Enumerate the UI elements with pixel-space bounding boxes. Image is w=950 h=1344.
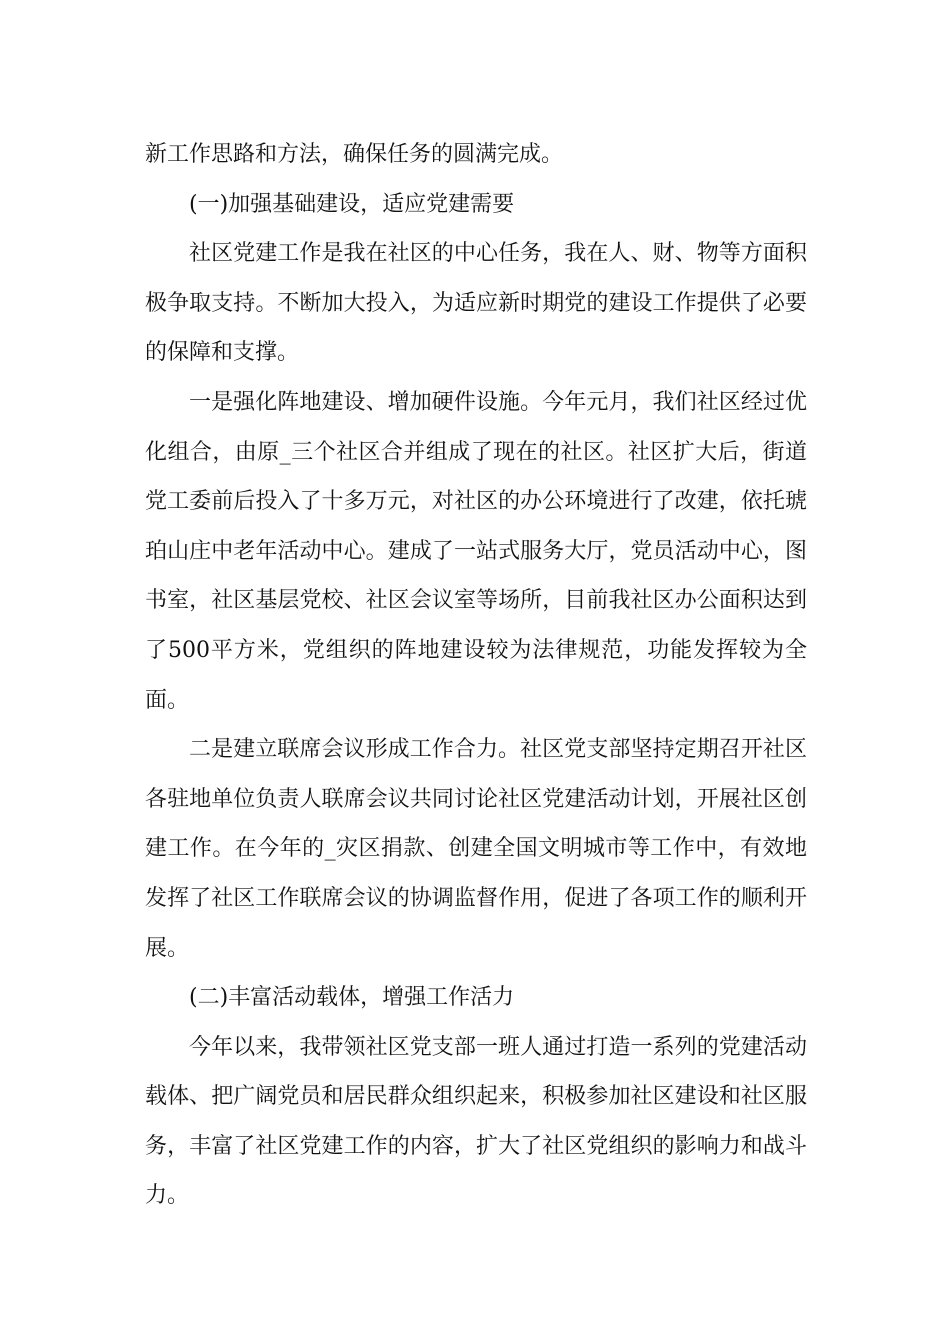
paragraph: 社区党建工作是我在社区的中心任务，我在人、财、物等方面积极争取支持。不断加大投入，为适应新时期党的建设工作提供了必要的保障和支撑。 (145, 241, 807, 366)
paragraph: 今年以来，我带领社区党支部一班人通过打造一系列的党建活动载体、把广阔党员和居民群众组织起来，积极参加社区建设和社区服务，丰富了社区党建工作的内容，扩大了社区党组织的影响力和战斗力。 (145, 1034, 807, 1209)
section-heading-1: (一)加强基础建设，适应党建需要 (189, 191, 515, 217)
section-heading-2: (二)丰富活动载体，增强工作活力 (189, 985, 515, 1011)
paragraph: 二是建立联席会议形成工作合力。社区党支部坚持定期召开社区各驻地单位负责人联席会议共同讨论社区党建活动计划，开展社区创建工作。在今年的_灾区捐款、创建全国文明城市等工作中，有效地发挥了社区工作联席会议的协调监督作用，促进了各项工作的顺利开展。 (145, 737, 807, 961)
paragraph: 一是强化阵地建设、增加硬件设施。今年元月，我们社区经过优化组合，由原_三个社区合并组成了现在的社区。社区扩大后，街道党工委前后投入了十多万元，对社区的办公环境进行了改建，依托琥珀山庄中老年活动中心。建成了一站式服务大厅，党员活动中心，图书室，社区基层党校、社区会议室等场所，目前我社区办公面积达到了500平方米，党组织的阵地建设较为法律规范，功能发挥较为全面。 (145, 389, 807, 713)
paragraph-continuation: 新工作思路和方法，确保任务的圆满完成。 (145, 142, 564, 167)
document-body (145, 130, 807, 1221)
